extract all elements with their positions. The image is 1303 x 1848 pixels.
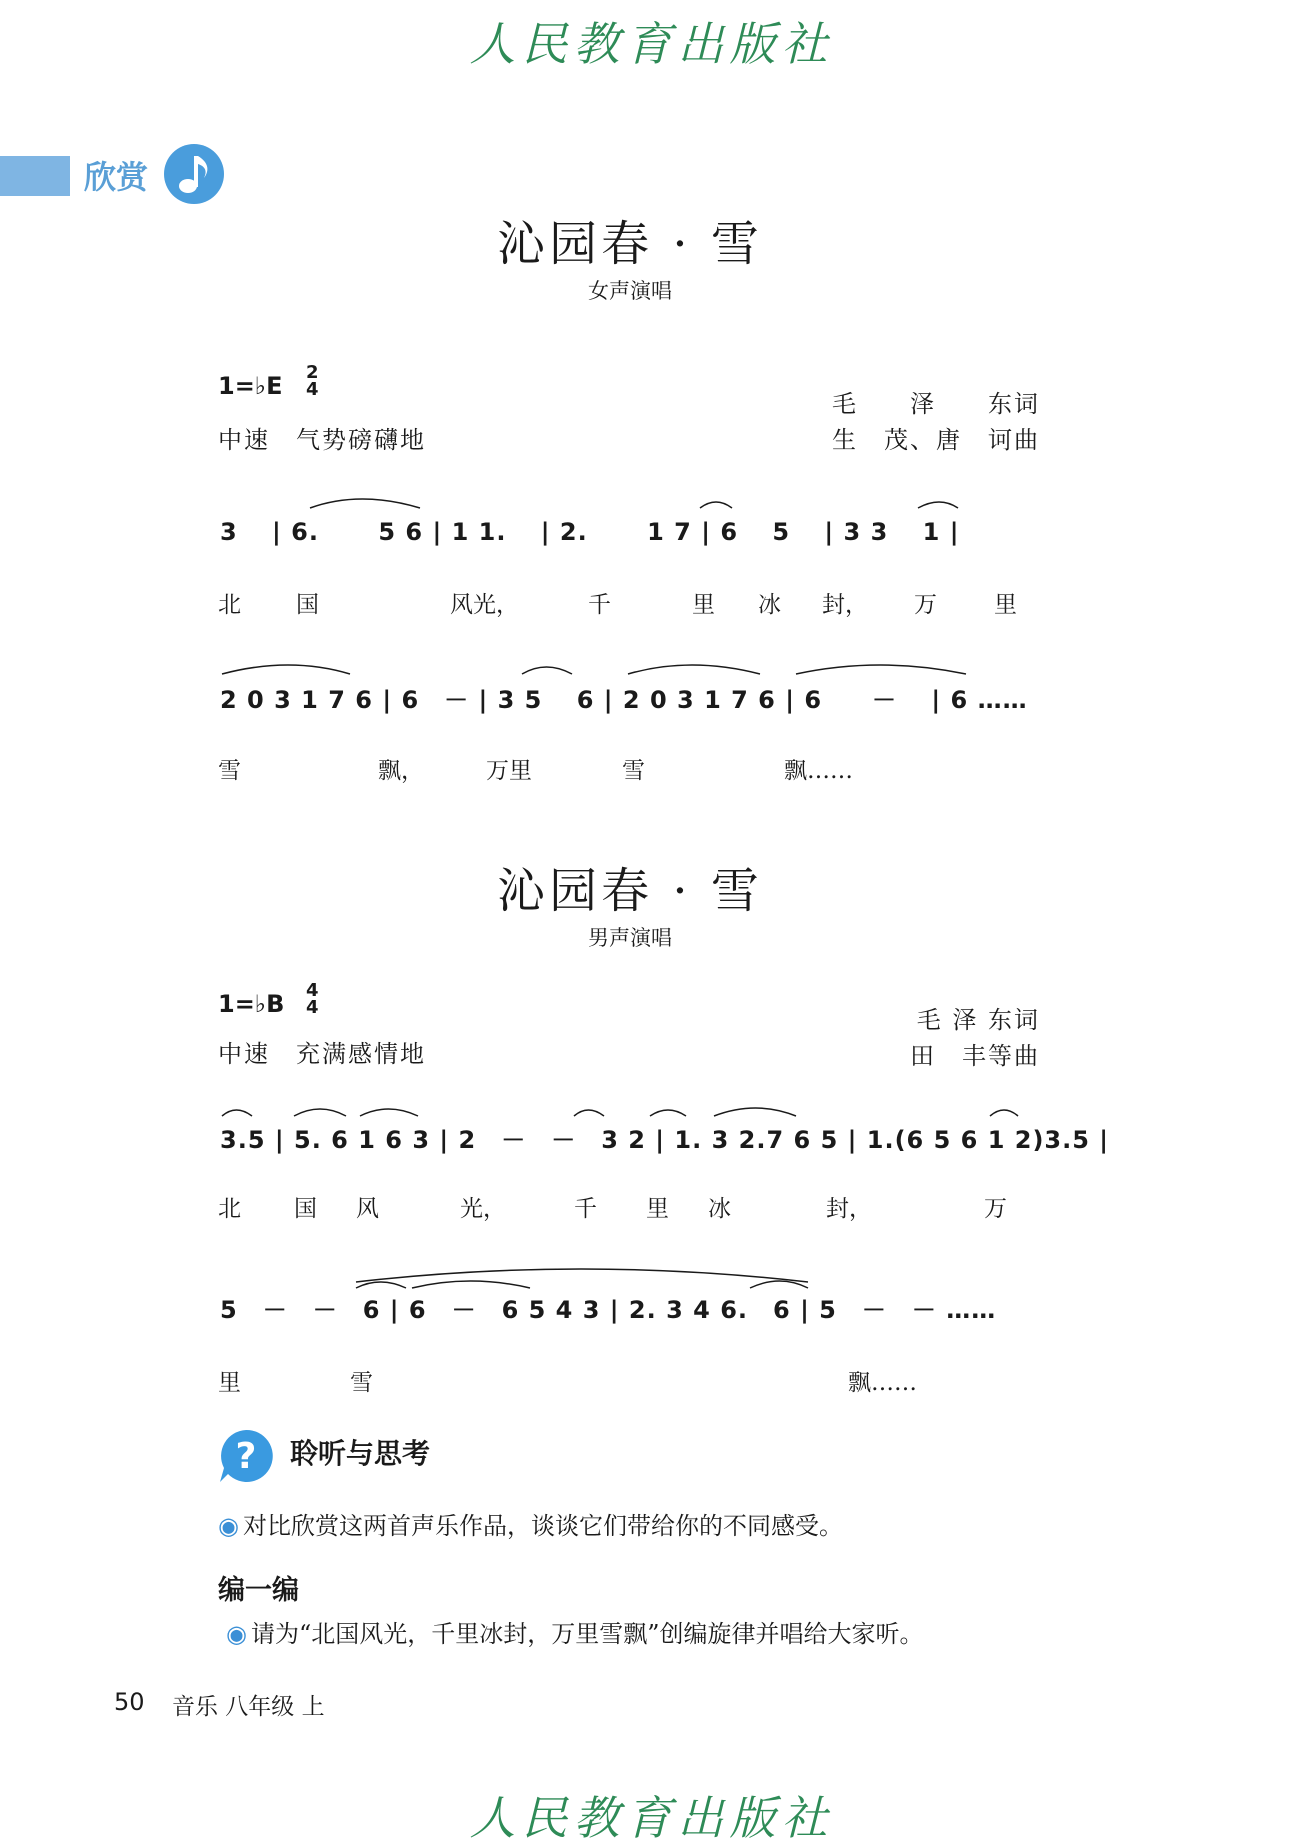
credit-lyrics-1: 毛 泽 东词 [832, 390, 1040, 418]
bullet-icon: ◉ [226, 1620, 247, 1648]
key-signature-2: 1=♭B [218, 990, 285, 1018]
song-subtitle-1: 女声演唱 [588, 279, 672, 303]
book-title: 音乐 八年级 上 [172, 1694, 325, 1720]
compose-text: ◉ 请为“北国风光，千里冰封，万里雪飘”创编旋律并唱给大家听。 [226, 1620, 924, 1648]
svg-text:?: ? [235, 1436, 257, 1477]
time-signature-1: 2 4 [306, 362, 319, 400]
lyrics-line-2-1: 北 国 风 光， 千 里 冰 封， 万 [218, 1196, 1007, 1222]
lyrics-line-1-2: 雪 飘， 万里 雪 飘…… [218, 758, 853, 784]
credit-lyrics-2: 毛 泽 东词 [916, 1006, 1040, 1034]
credit-music-1: 生 茂、唐 诃曲 [832, 426, 1040, 454]
section-label: 欣赏 [84, 158, 149, 196]
song-title-2: 沁园春 · 雪 [497, 863, 763, 919]
credit-music-2: 田 丰等曲 [910, 1042, 1040, 1070]
lyrics-line-2-2: 里 雪 飘…… [218, 1370, 917, 1396]
song-subtitle-2: 男声演唱 [588, 926, 672, 950]
key-signature-1: 1=♭E [218, 372, 283, 400]
notation-line-2-2: 5 － － 6 | 6 － 6 5 4 3 | 2. 3 4 6. 6 | 5 － － …… [220, 1296, 997, 1324]
song-title-1: 沁园春 · 雪 [497, 216, 763, 272]
compose-title: 编一编 [218, 1575, 299, 1606]
bullet-icon: ◉ [218, 1512, 239, 1540]
lyrics-line-1-1: 北 国 风光， 千 里 冰 封， 万 里 [218, 592, 1017, 618]
question-title: 聆听与思考 [290, 1437, 431, 1470]
question-text: ◉ 对比欣赏这两首声乐作品，谈谈它们带给你的不同感受。 [218, 1512, 843, 1540]
time-signature-2: 4 4 [306, 980, 319, 1018]
publisher-footer: 人民教育出版社 [469, 1791, 834, 1845]
notation-line-1-1: 3 | 6. 5 6 | 1 1. | 2. 1 7 | 6 5 | 3 3 1 | [220, 518, 960, 546]
notation-line-2-1: 3.5 | 5. 6 1 6 3 | 2 － － 3 2 | 1. 3 2.7 6 5 | 1.(6 5 6 1 2)3.5 | [220, 1126, 1110, 1154]
tempo-2: 中速 充满感情地 [218, 1040, 426, 1068]
publisher-header: 人民教育出版社 [469, 17, 834, 71]
notation-line-1-2: 2 0 3 1 7 6 | 6 － | 3 5 6 | 2 0 3 1 7 6 | 6 － | 6 …… [220, 686, 1028, 714]
page-number: 50 [114, 1688, 145, 1716]
tempo-1: 中速 气势磅礴地 [218, 426, 426, 454]
